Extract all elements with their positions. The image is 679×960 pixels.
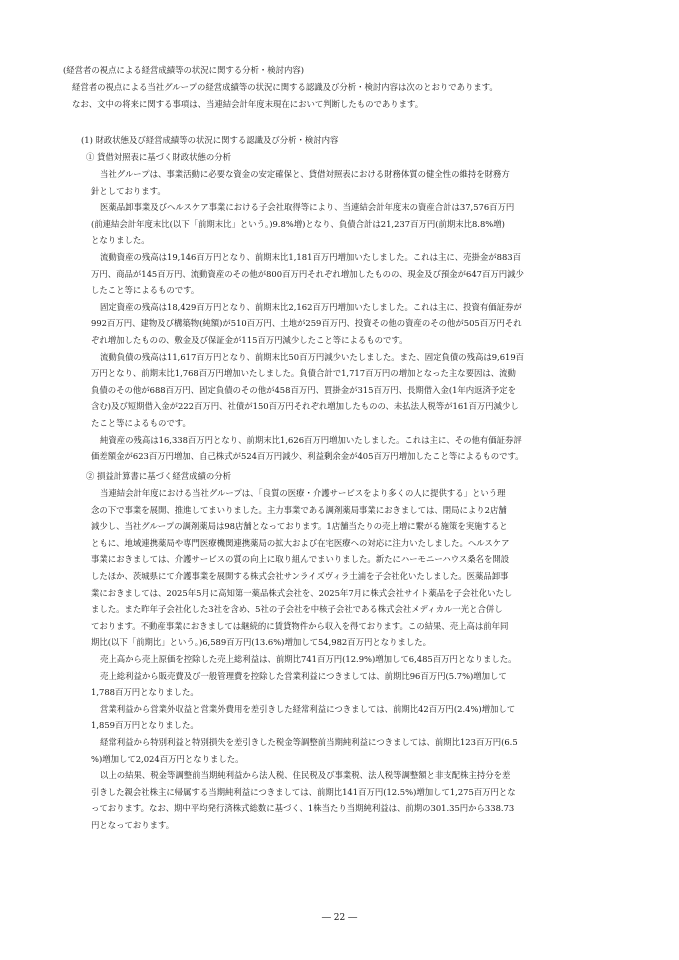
paragraph-line: 針としております。	[91, 185, 166, 196]
paragraph-line: 1,788百万円となりました。	[91, 687, 199, 698]
income-statement-heading	[86, 468, 231, 485]
paragraph-line: 流動資産の残高は19,146百万円となり、前期末比1,181百万円増加いたしました。これは主に、売掛金が883百	[100, 251, 522, 262]
paragraph-line: 固定資産の残高は18,429百万円となり、前期末比2,162百万円増加いたしました。これは主に、投資有価証券が	[100, 301, 522, 312]
intro-line: 経営者の視点による当社グループの経営成績等の状況に関する認識及び分析・検討内容は次のとおりであります。	[72, 82, 498, 92]
subsection-heading-1-text: (1) 財政状態及び経営成績等の状況に関する認識及び分析・検討内容	[81, 135, 339, 145]
section-title-text: (経営者の視点による経営成績等の状況に関する分析・検討内容)	[63, 65, 305, 75]
paragraph-line: っております。なお、期中平均発行済株式総数に基づく、1株当たり当期純利益は、前期の301.35円から338.73	[91, 803, 515, 814]
subsection-heading-1	[81, 132, 338, 149]
paragraph-line: 事業におきましては、介護サービスの質の向上に取り組んでまいりました。新たにハーモニーハウス桑名を開設	[91, 554, 510, 565]
paragraph-line: 業におきましては、2025年5月に高知第一薬品株式会社を、2025年7月に株式会社サイト薬品を子会社化いたし	[91, 587, 513, 598]
balance-sheet-analysis	[91, 166, 524, 465]
paragraph-line: 万円、商品が145百万円、流動資産のその他が800百万円それぞれ増加したものの、現金及び預金が647百万円減少	[91, 268, 524, 279]
income-statement-analysis	[91, 485, 518, 833]
paragraph-line: ました。また昨年子会社化した3社を含め、5社の子会社を中核子会社である株式会社メディカル一光と合併し	[91, 604, 503, 615]
paragraph-line: ともに、地域連携薬局や専門医療機関連携薬局の拡大および在宅医療への対応に注力いたしました。ヘルスケア	[91, 537, 510, 548]
paragraph-line: 円となっております。	[91, 819, 175, 830]
paragraph-line: 含む)及び短期借入金が222百万円、社債が150百万円それぞれ増加したものの、未払法人税等が161百万円減少し	[91, 401, 519, 412]
paragraph-line: 念の下で事業を展開、推進してまいりました。主力事業である調剤薬局事業におきましては、閉局により2店舗	[91, 504, 507, 515]
balance-sheet-heading-text: ① 貸借対照表に基づく財政状態の分析	[86, 152, 232, 162]
paragraph-line: 経常利益から特別利益と特別損失を差引きした税金等調整前当期純利益につきましては、前期比123百万円(6.5	[100, 736, 518, 747]
paragraph-line: 992百万円、建物及び構築物(純額)が510百万円、土地が259百万円、投資その他の資産のその他が505百万円それ	[91, 318, 522, 329]
page-number: ― 22 ―	[321, 913, 358, 923]
income-statement-heading-text: ② 損益計算書に基づく経営成績の分析	[86, 471, 232, 481]
intro-line: なお、文中の将来に関する事項は、当連結会計年度末現在において判断したものであります。	[72, 98, 424, 109]
balance-sheet-heading	[86, 149, 231, 166]
paragraph-line: 当社グループは、事業活動に必要な資金の安定確保と、貸借対照表における財務体質の健全性の維持を財務方	[100, 169, 510, 179]
paragraph-line: %)増加して2,024百万円となりました。	[91, 753, 244, 764]
intro-paragraph	[72, 79, 498, 112]
paragraph-line: 価差額金が623百万円増加、自己株式が524百万円減少、利益剰余金が405百万円増加したこと等によるものです。	[91, 451, 524, 462]
paragraph-line: 期比(以下「前期比」という。)6,589百万円(13.6%)増加して54,982百万円となりました。	[91, 637, 432, 648]
paragraph-line: 営業利益から営業外収益と営業外費用を差引きした経常利益につきましては、前期比42百万円(2.4%)増加して	[100, 703, 516, 714]
paragraph-line: 当連結会計年度における当社グループは、「良質の医療・介護サービスをより多くの人に提供する」という理	[100, 488, 506, 498]
paragraph-line: 売上総利益から販売費及び一般管理費を控除した営業利益につきましては、前期比96百万円(5.7%)増加して	[100, 670, 507, 681]
paragraph-line: ております。不動産事業におきましては継続的に賃貸物件から収入を得ております。この結果、売上高は前年同	[91, 620, 509, 631]
paragraph-line: (前連結会計年度末比(以下「前期末比」という。)9.8%増)となり、負債合計は21,237百万円(前期末比8.8%増)	[91, 218, 505, 229]
paragraph-line: 流動負債の残高は11,617百万円となり、前期末比50百万円減少いたしました。また、固定負債の残高は9,619百	[100, 351, 525, 362]
paragraph-line: 医薬品卸事業及びヘルスケア事業における子会社取得等により、当連結会計年度末の資産合計は37,576百万円	[100, 202, 515, 213]
paragraph-line: ぞれ増加したものの、敷金及び保証金が115百万円減少したこと等によるものです。	[91, 334, 408, 345]
paragraph-line: 引きした親会社株主に帰属する当期純利益につきましては、前期比141百万円(12.5%)増加して1,275百万円とな	[91, 786, 516, 797]
paragraph-line: 1,859百万円となりました。	[91, 720, 199, 731]
paragraph-line: 負債のその他が688百万円、固定負債のその他が458百万円、買掛金が315百万円、長期借入金(1年内返済予定を	[91, 384, 517, 395]
paragraph-line: となりました。	[91, 235, 150, 246]
paragraph-line: 以上の結果、税金等調整前当期純利益から法人税、住民税及び事業税、法人税等調整額と非支配株主持分を差	[100, 770, 511, 781]
paragraph-line: したほか、茨城県にて介護事業を展開する株式会社サンライズヴィラ土浦を子会社化いたしました。医薬品卸事	[91, 570, 509, 581]
paragraph-line: 売上高から売上原価を控除した売上総利益は、前期比741百万円(12.9%)増加して6,485百万円となりました。	[100, 653, 517, 664]
paragraph-line: たこと等によるものです。	[91, 417, 191, 428]
section-title	[63, 62, 304, 79]
paragraph-line: したこと等によるものです。	[91, 285, 200, 296]
paragraph-line: 純資産の残高は16,338百万円となり、前期末比1,626百万円増加いたしました。これは主に、その他有価証券評	[100, 434, 522, 445]
paragraph-line: 減少し、当社グループの調剤薬局は98店舗となっております。1店舗当たりの売上増に繋がる施策を実施すると	[91, 521, 508, 532]
paragraph-line: 万円となり、前期末比1,768百万円増加いたしました。負債合計で1,717百万円の増加となった主な要因は、流動	[91, 368, 516, 379]
